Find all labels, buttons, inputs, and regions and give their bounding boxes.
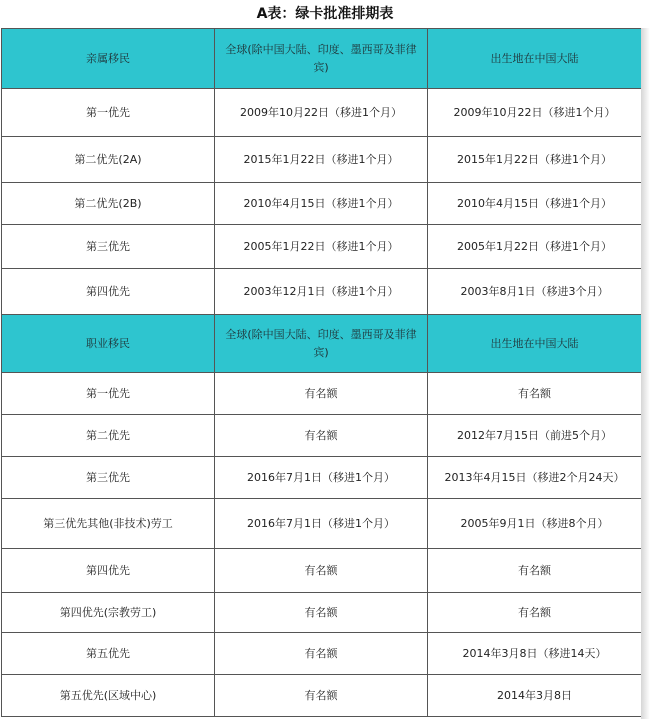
row-category: 第一优先	[2, 89, 215, 137]
table-row	[2, 549, 642, 593]
row-china: 2014年3月8日（移进14天）	[428, 633, 642, 675]
row-china: 2005年1月22日（移进1个月）	[428, 225, 642, 269]
row-category: 第二优先(2A)	[2, 137, 215, 183]
row-china: 2005年9月1日（移进8个月）	[428, 499, 642, 549]
employment-header-global: 全球(除中国大陆、印度、墨西哥及菲律宾)	[215, 315, 428, 373]
family-header-category: 亲属移民	[2, 29, 215, 89]
row-china: 2012年7月15日（前进5个月）	[428, 415, 642, 457]
table-row	[2, 269, 642, 315]
row-category: 第一优先	[2, 373, 215, 415]
table-row	[2, 593, 642, 633]
row-global: 2003年12月1日（移进1个月）	[215, 269, 428, 315]
table-row	[2, 415, 642, 457]
row-global: 2016年7月1日（移进1个月）	[215, 457, 428, 499]
row-china: 2015年1月22日（移进1个月）	[428, 137, 642, 183]
row-category: 第三优先其他(非技术)劳工	[2, 499, 215, 549]
row-china: 有名额	[428, 373, 642, 415]
page-edge-shadow	[641, 28, 650, 719]
row-category: 第五优先(区域中心)	[2, 675, 215, 717]
row-category: 第四优先	[2, 269, 215, 315]
row-global: 有名额	[215, 549, 428, 593]
row-global: 2009年10月22日（移进1个月）	[215, 89, 428, 137]
employment-header-china: 出生地在中国大陆	[428, 315, 642, 373]
table-title: A表：绿卡批准排期表	[256, 6, 394, 22]
table-row	[2, 225, 642, 269]
row-china: 2010年4月15日（移进1个月）	[428, 183, 642, 225]
row-category: 第三优先	[2, 457, 215, 499]
row-global: 有名额	[215, 373, 428, 415]
family-header-china: 出生地在中国大陆	[428, 29, 642, 89]
row-china: 2003年8月1日（移进3个月）	[428, 269, 642, 315]
row-global: 有名额	[215, 415, 428, 457]
table-row	[2, 89, 642, 137]
table-row	[2, 675, 642, 717]
row-category: 第二优先	[2, 415, 215, 457]
employment-header-category: 职业移民	[2, 315, 215, 373]
row-china: 2014年3月8日	[428, 675, 642, 717]
table-row	[2, 137, 642, 183]
row-china: 有名额	[428, 593, 642, 633]
row-global: 有名额	[215, 593, 428, 633]
family-header-global: 全球(除中国大陆、印度、墨西哥及菲律宾)	[215, 29, 428, 89]
row-global: 2005年1月22日（移进1个月）	[215, 225, 428, 269]
row-china: 2013年4月15日（移进2个月24天）	[428, 457, 642, 499]
row-category: 第五优先	[2, 633, 215, 675]
row-global: 有名额	[215, 675, 428, 717]
row-category: 第二优先(2B)	[2, 183, 215, 225]
row-category: 第四优先(宗教劳工)	[2, 593, 215, 633]
table-row	[2, 183, 642, 225]
row-category: 第四优先	[2, 549, 215, 593]
table-row	[2, 633, 642, 675]
row-category: 第三优先	[2, 225, 215, 269]
row-global: 2010年4月15日（移进1个月）	[215, 183, 428, 225]
family-header-row	[2, 29, 642, 89]
visa-bulletin-table	[1, 28, 642, 717]
table-row	[2, 457, 642, 499]
row-global: 2015年1月22日（移进1个月）	[215, 137, 428, 183]
row-global: 有名额	[215, 633, 428, 675]
table-row	[2, 373, 642, 415]
employment-header-row	[2, 315, 642, 373]
row-china: 有名额	[428, 549, 642, 593]
row-china: 2009年10月22日（移进1个月）	[428, 89, 642, 137]
table-row	[2, 499, 642, 549]
row-global: 2016年7月1日（移进1个月）	[215, 499, 428, 549]
